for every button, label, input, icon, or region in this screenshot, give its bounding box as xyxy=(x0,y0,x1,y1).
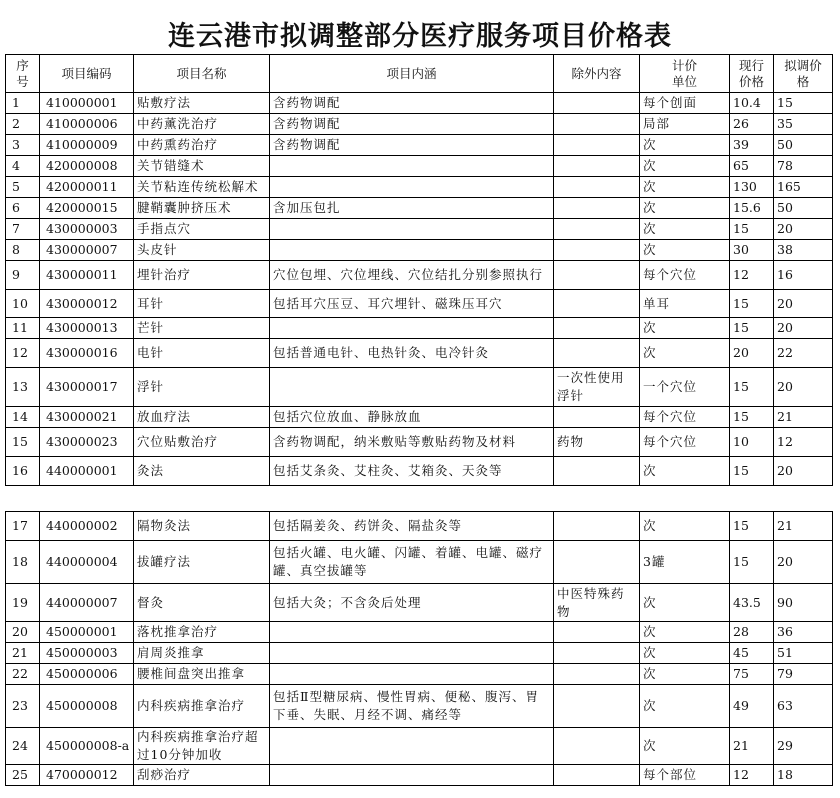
row-seq: 22 xyxy=(6,664,40,685)
row-unit: 次 xyxy=(640,622,730,643)
row-content: 穴位包埋、穴位埋线、穴位结扎分别参照执行 xyxy=(270,261,554,290)
table-row xyxy=(6,198,833,219)
row-unit: 每个穴位 xyxy=(640,407,730,428)
row-code: 430000016 xyxy=(40,339,134,368)
row-current-price: 15 xyxy=(730,368,774,407)
row-name: 灸法 xyxy=(134,457,270,486)
header-code: 项目编码 xyxy=(40,55,134,93)
row-unit: 每个部位 xyxy=(640,765,730,786)
table-row xyxy=(6,339,833,368)
table-row xyxy=(6,261,833,290)
row-code: 440000001 xyxy=(40,457,134,486)
row-unit: 次 xyxy=(640,240,730,261)
table-row xyxy=(6,457,833,486)
row-excluded xyxy=(554,765,640,786)
row-proposed-price: 29 xyxy=(774,728,833,765)
row-proposed-price: 35 xyxy=(774,114,833,135)
row-code: 430000017 xyxy=(40,368,134,407)
row-excluded xyxy=(554,156,640,177)
row-code: 450000008 xyxy=(40,685,134,728)
row-current-price: 15 xyxy=(730,457,774,486)
row-seq: 19 xyxy=(6,584,40,622)
row-name: 关节粘连传统松解术 xyxy=(134,177,270,198)
row-seq: 16 xyxy=(6,457,40,486)
table-row xyxy=(6,368,833,407)
row-current-price: 20 xyxy=(730,339,774,368)
row-proposed-price: 20 xyxy=(774,457,833,486)
row-code: 450000008-a xyxy=(40,728,134,765)
row-seq: 5 xyxy=(6,177,40,198)
row-name: 督灸 xyxy=(134,584,270,622)
row-code: 430000021 xyxy=(40,407,134,428)
price-table-part-1 xyxy=(5,54,833,486)
row-name: 贴敷疗法 xyxy=(134,93,270,114)
table-row xyxy=(6,584,833,622)
row-excluded xyxy=(554,664,640,685)
row-excluded xyxy=(554,93,640,114)
row-seq: 25 xyxy=(6,765,40,786)
table-row xyxy=(6,512,833,541)
row-content xyxy=(270,156,554,177)
table-row xyxy=(6,290,833,318)
row-current-price: 15.6 xyxy=(730,198,774,219)
row-name: 穴位贴敷治疗 xyxy=(134,428,270,457)
row-seq: 12 xyxy=(6,339,40,368)
row-name: 耳针 xyxy=(134,290,270,318)
row-excluded xyxy=(554,240,640,261)
row-code: 440000007 xyxy=(40,584,134,622)
row-name: 肩周炎推拿 xyxy=(134,643,270,664)
row-name: 关节错缝术 xyxy=(134,156,270,177)
row-name: 落枕推拿治疗 xyxy=(134,622,270,643)
row-content: 含药物调配 xyxy=(270,114,554,135)
row-seq: 2 xyxy=(6,114,40,135)
row-unit: 局部 xyxy=(640,114,730,135)
row-unit: 次 xyxy=(640,135,730,156)
row-excluded xyxy=(554,339,640,368)
row-name: 手指点穴 xyxy=(134,219,270,240)
row-current-price: 10 xyxy=(730,428,774,457)
row-name: 放血疗法 xyxy=(134,407,270,428)
row-content: 含药物调配 xyxy=(270,135,554,156)
row-name: 隔物灸法 xyxy=(134,512,270,541)
row-excluded xyxy=(554,114,640,135)
header-seq: 序 号 xyxy=(6,55,40,93)
row-code: 430000007 xyxy=(40,240,134,261)
row-proposed-price: 20 xyxy=(774,541,833,584)
row-code: 410000001 xyxy=(40,93,134,114)
row-seq: 7 xyxy=(6,219,40,240)
header-excluded: 除外内容 xyxy=(554,55,640,93)
row-proposed-price: 63 xyxy=(774,685,833,728)
page-title: 连云港市拟调整部分医疗服务项目价格表 xyxy=(168,21,672,52)
row-name: 中药薰洗治疗 xyxy=(134,114,270,135)
row-current-price: 130 xyxy=(730,177,774,198)
row-name: 内科疾病推拿治疗 xyxy=(134,685,270,728)
table-row xyxy=(6,219,833,240)
row-seq: 11 xyxy=(6,318,40,339)
row-unit: 单耳 xyxy=(640,290,730,318)
row-unit: 次 xyxy=(640,219,730,240)
row-proposed-price: 22 xyxy=(774,339,833,368)
row-current-price: 12 xyxy=(730,765,774,786)
row-proposed-price: 16 xyxy=(774,261,833,290)
row-proposed-price: 165 xyxy=(774,177,833,198)
row-proposed-price: 15 xyxy=(774,93,833,114)
table-row xyxy=(6,541,833,584)
row-unit: 每个穴位 xyxy=(640,428,730,457)
row-code: 430000023 xyxy=(40,428,134,457)
row-current-price: 28 xyxy=(730,622,774,643)
table-row xyxy=(6,93,833,114)
row-proposed-price: 50 xyxy=(774,135,833,156)
row-code: 450000003 xyxy=(40,643,134,664)
row-seq: 24 xyxy=(6,728,40,765)
row-content xyxy=(270,240,554,261)
row-content xyxy=(270,664,554,685)
row-unit: 次 xyxy=(640,728,730,765)
row-seq: 9 xyxy=(6,261,40,290)
table-row xyxy=(6,177,833,198)
row-content: 含加压包扎 xyxy=(270,198,554,219)
row-unit: 次 xyxy=(640,584,730,622)
row-proposed-price: 21 xyxy=(774,512,833,541)
row-proposed-price: 20 xyxy=(774,219,833,240)
row-content xyxy=(270,728,554,765)
row-unit: 次 xyxy=(640,339,730,368)
row-excluded xyxy=(554,219,640,240)
row-excluded xyxy=(554,643,640,664)
row-unit: 次 xyxy=(640,457,730,486)
row-proposed-price: 50 xyxy=(774,198,833,219)
row-current-price: 15 xyxy=(730,407,774,428)
header-current-price: 现行 价格 xyxy=(730,55,774,93)
row-name: 浮针 xyxy=(134,368,270,407)
row-content: 包括火罐、电火罐、闪罐、着罐、电罐、磁疗罐、真空拔罐等 xyxy=(270,541,554,584)
row-proposed-price: 36 xyxy=(774,622,833,643)
row-excluded: 一次性使用浮针 xyxy=(554,368,640,407)
row-excluded xyxy=(554,318,640,339)
table-row xyxy=(6,318,833,339)
row-seq: 20 xyxy=(6,622,40,643)
row-code: 430000011 xyxy=(40,261,134,290)
row-current-price: 12 xyxy=(730,261,774,290)
row-seq: 1 xyxy=(6,93,40,114)
row-proposed-price: 20 xyxy=(774,290,833,318)
row-unit: 每个创面 xyxy=(640,93,730,114)
row-seq: 3 xyxy=(6,135,40,156)
price-table-part-2 xyxy=(5,511,833,786)
row-seq: 13 xyxy=(6,368,40,407)
row-content: 包括隔姜灸、药饼灸、隔盐灸等 xyxy=(270,512,554,541)
row-code: 430000003 xyxy=(40,219,134,240)
row-name: 芒针 xyxy=(134,318,270,339)
row-excluded xyxy=(554,622,640,643)
row-unit: 次 xyxy=(640,643,730,664)
row-content xyxy=(270,177,554,198)
row-current-price: 21 xyxy=(730,728,774,765)
row-name: 电针 xyxy=(134,339,270,368)
row-seq: 14 xyxy=(6,407,40,428)
row-name: 拔罐疗法 xyxy=(134,541,270,584)
row-proposed-price: 38 xyxy=(774,240,833,261)
row-name: 中药熏药治疗 xyxy=(134,135,270,156)
row-proposed-price: 12 xyxy=(774,428,833,457)
row-seq: 17 xyxy=(6,512,40,541)
row-unit: 每个穴位 xyxy=(640,261,730,290)
row-name: 刮痧治疗 xyxy=(134,765,270,786)
row-seq: 6 xyxy=(6,198,40,219)
table-row xyxy=(6,114,833,135)
row-seq: 23 xyxy=(6,685,40,728)
row-unit: 次 xyxy=(640,156,730,177)
row-current-price: 26 xyxy=(730,114,774,135)
row-seq: 18 xyxy=(6,541,40,584)
table-row xyxy=(6,728,833,765)
row-content: 包括耳穴压豆、耳穴埋针、磁珠压耳穴 xyxy=(270,290,554,318)
row-code: 450000001 xyxy=(40,622,134,643)
row-excluded xyxy=(554,135,640,156)
table-row xyxy=(6,240,833,261)
row-code: 450000006 xyxy=(40,664,134,685)
row-seq: 8 xyxy=(6,240,40,261)
row-content xyxy=(270,765,554,786)
row-seq: 15 xyxy=(6,428,40,457)
row-proposed-price: 21 xyxy=(774,407,833,428)
row-content: 含药物调配，纳米敷贴等敷贴药物及材料 xyxy=(270,428,554,457)
row-excluded xyxy=(554,685,640,728)
row-proposed-price: 20 xyxy=(774,318,833,339)
row-unit: 次 xyxy=(640,198,730,219)
row-code: 420000008 xyxy=(40,156,134,177)
row-unit: 次 xyxy=(640,177,730,198)
table-row xyxy=(6,664,833,685)
header-content: 项目内涵 xyxy=(270,55,554,93)
row-excluded xyxy=(554,512,640,541)
row-excluded xyxy=(554,261,640,290)
table-row xyxy=(6,685,833,728)
row-code: 420000011 xyxy=(40,177,134,198)
row-current-price: 49 xyxy=(730,685,774,728)
row-seq: 4 xyxy=(6,156,40,177)
row-current-price: 39 xyxy=(730,135,774,156)
table-row xyxy=(6,643,833,664)
row-name: 腰椎间盘突出推拿 xyxy=(134,664,270,685)
row-proposed-price: 78 xyxy=(774,156,833,177)
row-current-price: 43.5 xyxy=(730,584,774,622)
table-row xyxy=(6,428,833,457)
row-content: 包括艾条灸、艾柱灸、艾箱灸、天灸等 xyxy=(270,457,554,486)
row-code: 410000009 xyxy=(40,135,134,156)
table-row xyxy=(6,135,833,156)
row-excluded: 中医特殊药物 xyxy=(554,584,640,622)
row-excluded xyxy=(554,290,640,318)
row-content xyxy=(270,368,554,407)
header-name: 项目名称 xyxy=(134,55,270,93)
row-code: 410000006 xyxy=(40,114,134,135)
row-code: 430000013 xyxy=(40,318,134,339)
row-content: 包括普通电针、电热针灸、电冷针灸 xyxy=(270,339,554,368)
row-unit: 次 xyxy=(640,664,730,685)
row-current-price: 75 xyxy=(730,664,774,685)
row-proposed-price: 20 xyxy=(774,368,833,407)
row-current-price: 65 xyxy=(730,156,774,177)
row-excluded xyxy=(554,541,640,584)
row-excluded xyxy=(554,457,640,486)
row-content xyxy=(270,643,554,664)
row-seq: 21 xyxy=(6,643,40,664)
row-excluded xyxy=(554,728,640,765)
row-name: 腱鞘囊肿挤压术 xyxy=(134,198,270,219)
row-code: 440000004 xyxy=(40,541,134,584)
row-content: 包括Ⅱ型糖尿病、慢性胃病、便秘、腹泻、胃下垂、失眠、月经不调、痛经等 xyxy=(270,685,554,728)
row-proposed-price: 18 xyxy=(774,765,833,786)
row-proposed-price: 79 xyxy=(774,664,833,685)
row-content: 含药物调配 xyxy=(270,93,554,114)
row-excluded xyxy=(554,407,640,428)
header-proposed-price: 拟调价 格 xyxy=(774,55,833,93)
row-current-price: 15 xyxy=(730,219,774,240)
table-row xyxy=(6,156,833,177)
row-content xyxy=(270,318,554,339)
row-content xyxy=(270,219,554,240)
row-proposed-price: 51 xyxy=(774,643,833,664)
table-row xyxy=(6,407,833,428)
row-current-price: 15 xyxy=(730,541,774,584)
row-content xyxy=(270,622,554,643)
table-header-row xyxy=(6,55,833,93)
row-code: 440000002 xyxy=(40,512,134,541)
row-seq: 10 xyxy=(6,290,40,318)
row-excluded: 药物 xyxy=(554,428,640,457)
row-name: 埋针治疗 xyxy=(134,261,270,290)
row-excluded xyxy=(554,177,640,198)
header-unit: 计价 单位 xyxy=(640,55,730,93)
row-current-price: 15 xyxy=(730,512,774,541)
row-unit: 次 xyxy=(640,318,730,339)
row-code: 420000015 xyxy=(40,198,134,219)
row-code: 470000012 xyxy=(40,765,134,786)
row-excluded xyxy=(554,198,640,219)
row-name: 头皮针 xyxy=(134,240,270,261)
row-name: 内科疾病推拿治疗超过10分钟加收 xyxy=(134,728,270,765)
row-current-price: 30 xyxy=(730,240,774,261)
row-current-price: 10.4 xyxy=(730,93,774,114)
row-code: 430000012 xyxy=(40,290,134,318)
row-content: 包括大灸；不含灸后处理 xyxy=(270,584,554,622)
row-current-price: 15 xyxy=(730,290,774,318)
row-current-price: 15 xyxy=(730,318,774,339)
row-unit: 次 xyxy=(640,512,730,541)
row-content: 包括穴位放血、静脉放血 xyxy=(270,407,554,428)
table-row xyxy=(6,622,833,643)
row-current-price: 45 xyxy=(730,643,774,664)
row-unit: 次 xyxy=(640,685,730,728)
row-unit: 3罐 xyxy=(640,541,730,584)
row-unit: 一个穴位 xyxy=(640,368,730,407)
table-row xyxy=(6,765,833,786)
row-proposed-price: 90 xyxy=(774,584,833,622)
